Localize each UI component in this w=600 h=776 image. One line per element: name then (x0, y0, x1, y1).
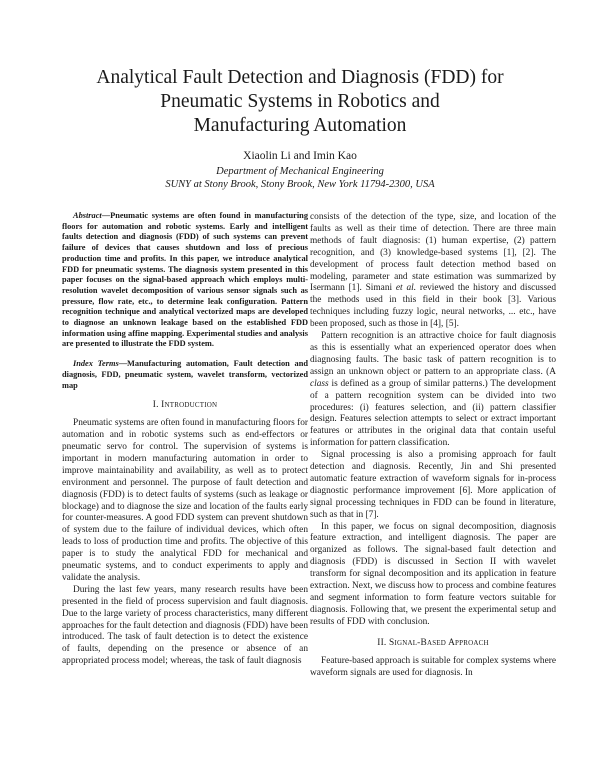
institution: SUNY at Stony Brook, Stony Brook, New York 11794-2300, USA (165, 179, 435, 190)
text-run: reviewed the history and discussed the methods used in this field in their book [3]. Various techniques including fuzzy logic, neural networks, ... etc., have been proposed, such as those in [4], [5]. (310, 283, 556, 330)
pattern-recognition-paragraph (310, 331, 556, 450)
text-run: Pattern recognition is an attractive choice for fault diagnosis as this is essentially what an experienced operator does when diagnosing faults. The basic task of pattern recognition is to assign an unknown object or pattern to an appropriate class. (A (310, 331, 556, 377)
text-run: consists of the detection of the type, size, and location of the faults as well as their time of detection. There are three main methods of fault diagnosis: (1) human expertise, (2) pattern recognition, and (3) knowledge-based systems [1], [2]. The development of process fault detection method based on modeling, parameter and state estimation was summarized by Isermann [1]. Simani (310, 212, 556, 294)
section-2-heading (310, 638, 556, 650)
section-1-title: Introduction (161, 400, 218, 411)
feature-based-paragraph: Feature-based approach is suitable for complex systems where waveform signals are used for diagnosis. In (310, 655, 556, 678)
et-al: et al. (395, 283, 417, 294)
intro-paragraph-1: Pneumatic systems are often found in manufacturing floors for automation and in robotic systems such as end-effectors or pneumatic servo for control. The supervision of systems is important in modern manufacturing automation in order to improve maintainability and availability, as well as to protect environment and personnel. The purpose of fault detection and diagnosis (FDD) is to detect faults of systems (such as leakage or blockage) and to diagnose the size and location of the faults early for counter-measures. A good FDD system can prevent shutdown of system due to the failure of individual devices, which often leads to loss of production time and profits. The objective of this paper is to study the analytical FDD for mechanical and pneumatic systems, and to conduct experiments to apply and validate the analysis. (62, 418, 308, 583)
class-term: class (310, 378, 329, 389)
left-column (62, 211, 308, 668)
title-line-1: Analytical Fault Detection and Diagnosis (FDD) for (96, 67, 504, 88)
index-terms-text: Manufacturing automation, Fault detection and diagnosis, FDD, pneumatic system, wavelet transform, vectorized map (62, 359, 309, 390)
signal-processing-paragraph: Signal processing is also a promising approach for fault detection and diagnosis. Recently, Jin and Shi presented automatic feature extraction of waveform signals for in-process diagnostic performance improvement [6]. More application of signal processing techniques in FDD can be found in literature, such as that in [7]. (310, 450, 556, 520)
abstract: Abstract—Pneumatic systems are often found in manufacturing floors for automation and robotic systems. Early and intelligent faults detection and diagnosis (FDD) of such systems can prevent failure of devices that causes shutdown and loss of precious production time and profits. In this paper, we introduce analytical FDD for pneumatic systems. The diagnosis system presented in this paper focuses on the signal-based approach which employs multi-resolution wavelet decomposition of various sensor signals such as pressure, flow rate, etc., to determine leak configuration. Pattern recognition technique and analytical vectorized maps are developed to diagnose an unknown leakage based on the established FDD information using affine mapping. Experimental studies and analysis are presented to illustrate the FDD system. (62, 211, 308, 349)
department: Department of Mechanical Engineering (216, 166, 384, 177)
title-line-3: Manufacturing Automation (193, 115, 407, 136)
title-line-2: Pneumatic Systems in Robotics and (160, 91, 440, 112)
paper-outline-paragraph: In this paper, we focus on signal decomposition, diagnosis feature extraction, and intelligent diagnosis. The paper are organized as follows. The signal-based fault detection and diagnosis (FDD) is discussed in Section II with wavelet transform for signal decomposition and its application in feature extraction. Next, we discuss how to process and combine features and segment information to form feature vectors suitable for diagnosis. Following that, we present the experimental setup and results of FDD with conclusion. (310, 521, 556, 627)
abstract-text: Pneumatic systems are often found in manufacturing floors for automation and robotic systems. Early and intelligent faults detection and diagnosis (FDD) of such systems can prevent failure of devices that causes shutdown and loss of precious production time and profits. In this paper, we introduce analytical FDD for pneumatic systems. The diagnosis system presented in this paper focuses on the signal-based approach which employs multi-resolution wavelet decomposition of various sensor signals such as pressure, flow rate, etc., to determine leak configuration. Pattern recognition technique and analytical vectorized maps are developed to diagnose an unknown leakage based on the established FDD information using affine mapping. Experimental studies and analysis are presented to illustrate the FDD system. (62, 211, 308, 349)
section-1-heading (62, 400, 308, 412)
author-names: Xiaolin Li and Imin Kao (243, 150, 357, 162)
paper-title (40, 66, 560, 138)
author-block (0, 150, 600, 191)
intro-paragraph-2: During the last few years, many research results have been presented in the field of process supervision and fault diagnosis. Due to the large variety of process characteristics, many different approaches for the fault detection and diagnosis (FDD) have been introduced. The task of fault detection is to detect the existence of faults, depending on the presence or absence of an appropriated process model; whereas, the task of fault diagnosis (62, 584, 308, 667)
section-2-number: II. (377, 637, 387, 648)
abstract-label: Abstract (73, 211, 102, 220)
intro-paragraph-2-continued (310, 212, 556, 331)
index-terms: Index Terms—Manufacturing automation, Fault detection and diagnosis, FDD, pneumatic system, wavelet transform, vectorized map (62, 359, 309, 390)
section-1-number: I. (152, 400, 159, 411)
text-run: is defined as a group of similar patterns.) The development of a pattern recognition system can be divided into two procedures: (i) features selection, and (ii) pattern classifier design. Features selection attempts to select or extract important features or attributes in the original data that contain useful information for pattern classification. (310, 378, 556, 449)
right-column (310, 212, 556, 679)
index-terms-label: Index Terms (73, 359, 119, 369)
section-2-title: Signal-Based Approach (389, 637, 489, 648)
